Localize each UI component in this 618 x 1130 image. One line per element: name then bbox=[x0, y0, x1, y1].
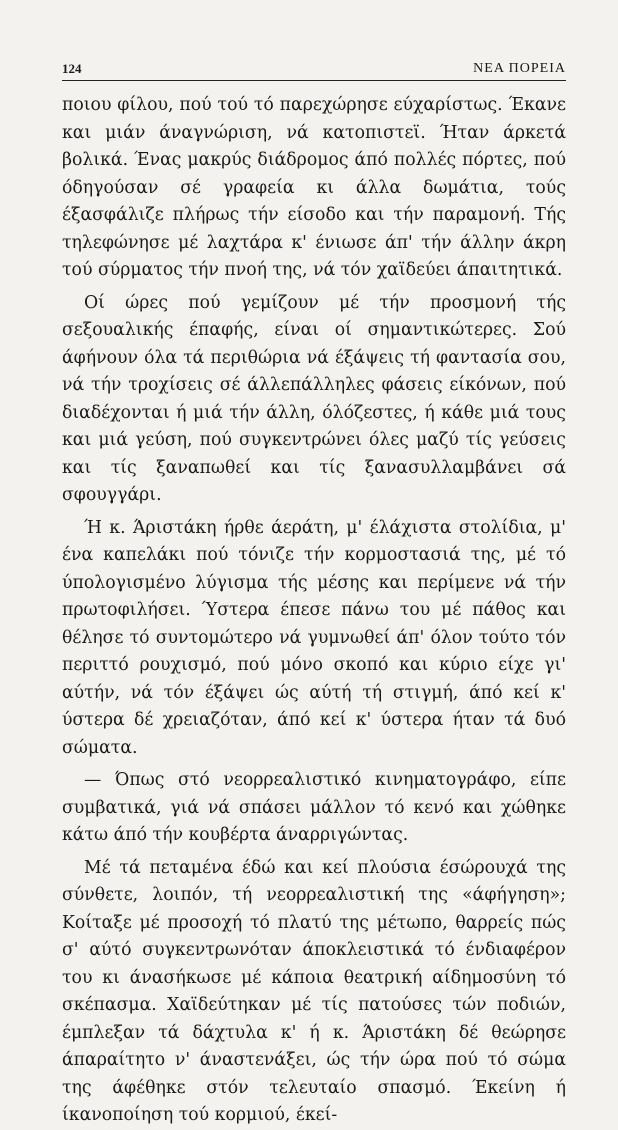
body-text bbox=[62, 92, 566, 1130]
running-head: ΝΕΑ ΠΟΡΕΙΑ bbox=[473, 61, 566, 76]
paragraph: Οί ώρες πού γεμίζουν μέ τήν προσμονή τής σεξουαλικής έπαφής, είναι οί σημαντικώτερες. Σού άφήνουν όλα τά περιθώρια νά έξάψεις τή φαντασία σου, νά τήν τροχίσεις σέ άλλεπάλληλες φάσεις είκόνων, πού διαδέχονται ή μιά τήν άλλη, όλόζεστες, ή κάθε μιά τους και μιά γεύση, πού συγκεντρώνει όλες μαζύ τίς γεύσεις και τίς ξαναπωθεί και τίς ξανασυλλαμβάνει σά σφουγγάρι. bbox=[62, 292, 566, 505]
page-number: 124 bbox=[62, 61, 82, 76]
page-header bbox=[62, 58, 566, 81]
paragraph: ποιου φίλου, πού τού τό παρεχώρησε εύχαρίστως. Έκανε και μιάν άναγνώριση, νά κατοπιστεϊ. Ήταν άρκετά βολικά. Ένας μακρύς διάδρομος άπό πολλές πόρτες, πού όδηγούσαν σέ γραφεία κι άλλα δωμάτια, τούς έξασφάλιζε πλήρως τήν είσοδο και τήν παραμονή. Τής τηλεφώνησε μέ λαχτάρα κ' ένιωσε άπ' τήν άλλην άκρη τού σύρματος τήν πνοή της, νά τόν χαϊδεύει άπαιτητικά. bbox=[62, 95, 566, 280]
paragraph: Μέ τά πεταμένα έδώ και κεί πλούσια έσώρουχά της σύνθετε, λοιπόν, τή νεορρεαλιστική της «άφήγηση»; Κοίταξε μέ προσοχή τό πλατύ της μέτωπο, θαρρείς πώς σ' αύτό συγκεντρωνόταν άποκλειστικά τό ένδιαφέρον του κι άνασήκωσε μέ κάποια θεατρική αίδημοσύνη τό σκέπασμα. Χαϊδεύτηκαν μέ τίς πατούσες τών ποδιών, έμπλεξαν τά δάχτυλα κ' ή κ. Άριστάκη δέ θεώρησε άπαραίτητο ν' άναστενάξει, ώς τήν ώρα πού τό σώμα της άφέθηκε στόν τελευταίο σπασμό. Έκείνη ή ίκανοποίηση τού κορμιού, έκεί- bbox=[62, 857, 566, 1125]
paragraph: — Όπως στό νεορρεαλιστικό κινηματογράφο, είπε συμβατικά, γιά νά σπάσει μάλλον τό κενό και χώθηκε κάτω άπό τήν κουβέρτα άναρριγώντας. bbox=[62, 770, 566, 845]
paragraph: Ή κ. Άριστάκη ήρθε άεράτη, μ' έλάχιστα στολίδια, μ' ένα καπελάκι πού τόνιζε τήν κορμοστασιά της, μέ τό ύπολογισμένο λύγισμα τής μέσης και περίμενε νά τήν πρωτοφιλήσει. Ύστερα έπεσε πάνω του μέ πάθος και θέλησε τό συντομώτερο νά γυμνωθεί άπ' όλον τούτο τόν περιττό ρουχισμό, πού μόνο σκοπό και κύριο είχε γι' αύτήν, νά τόν έξάψει ώς αύτή τή στιγμή, άπό κεί κ' ύστερα δέ χρειαζόταν, άπό κεί κ' ύστερα ήταν τά δυό σώματα. bbox=[62, 517, 566, 758]
